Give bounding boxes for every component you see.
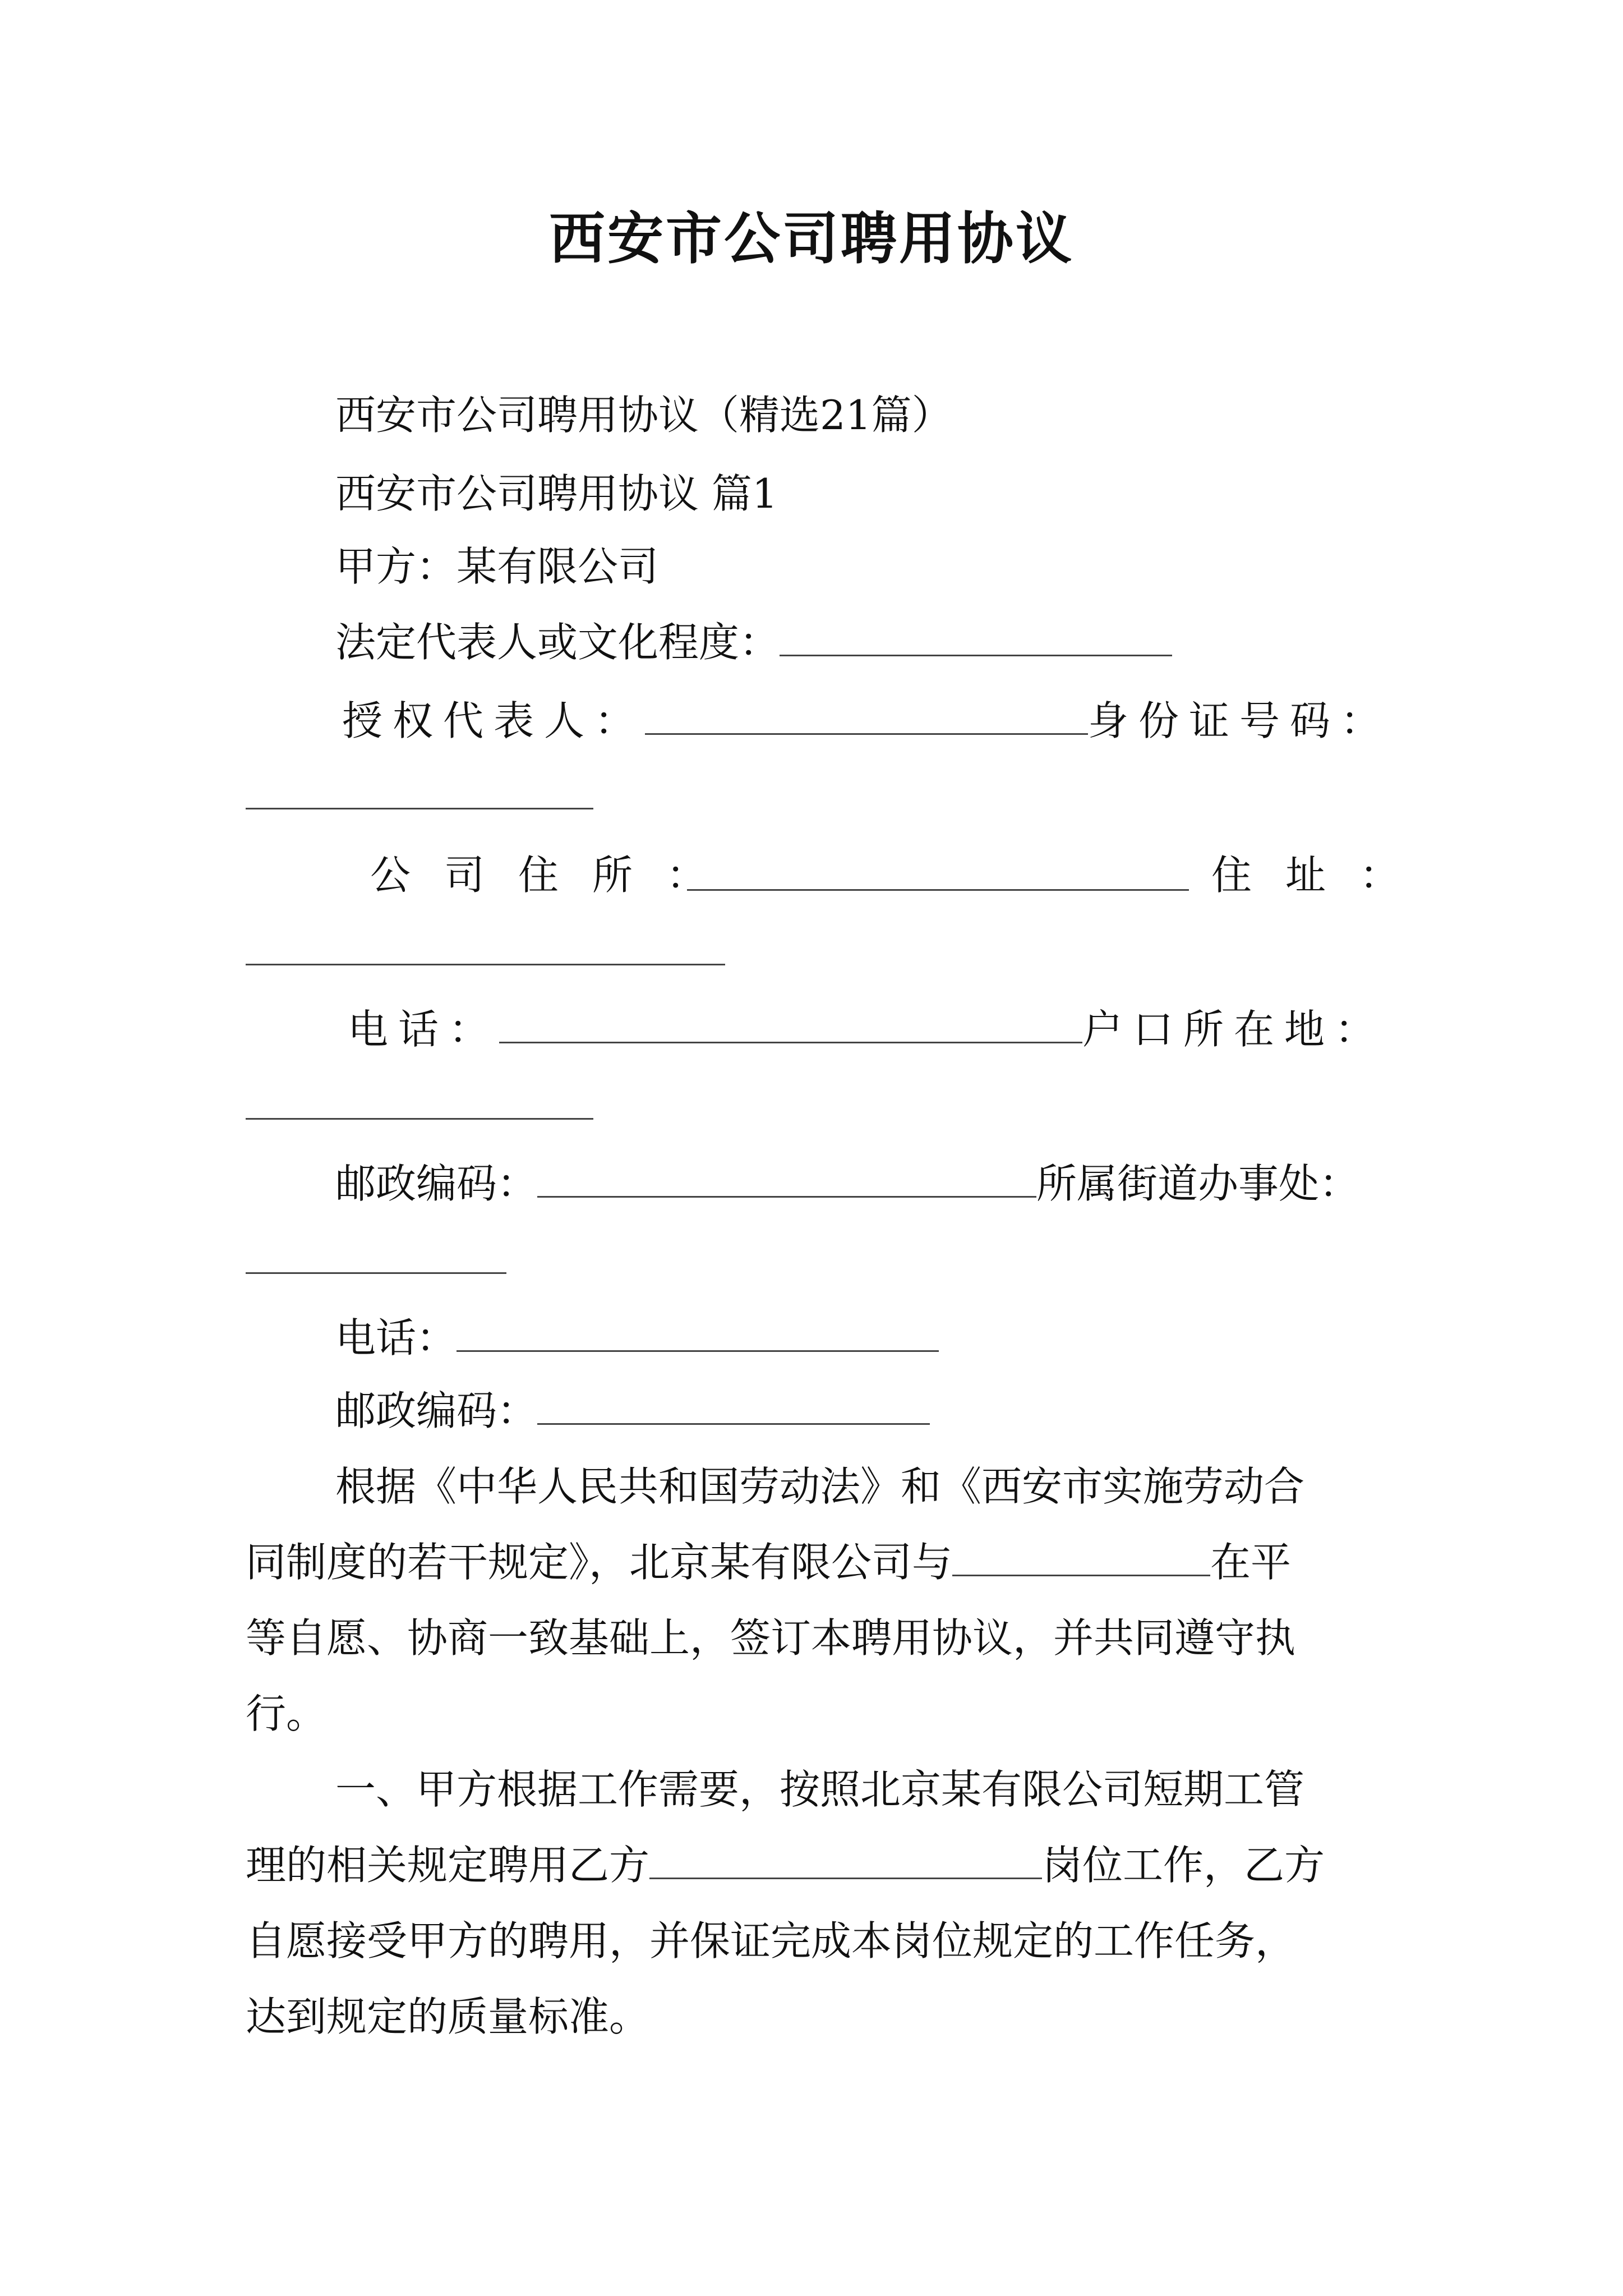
paragraph-1-line-2-text-a: 同制度的若干规定》，北京某有限公司与 <box>246 1539 953 1586</box>
paragraph-1-line-1: 根据《中华人民共和国劳动法》和《西安市实施劳动合 <box>335 1463 1305 1510</box>
company-address-line <box>370 847 740 903</box>
paragraph-1-line-4: 行。 <box>246 1690 327 1737</box>
document-title: 西安市公司聘用协议 <box>549 205 1074 272</box>
authorized-rep-label: 授权代表人： <box>342 697 645 744</box>
paragraph-2-line-1: 一、甲方根据工作需要，按照北京某有限公司短期工管 <box>335 1766 1305 1813</box>
paragraph-2-line-3: 自愿接受甲方的聘用，并保证完成本岗位规定的工作任务， <box>246 1917 1296 1964</box>
paragraph-2-line-2-text-a: 理的相关规定聘用乙方 <box>246 1842 650 1889</box>
phone-label-1: 电话： <box>348 1006 500 1053</box>
phone-blank-1 <box>499 1002 1082 1043</box>
paragraph-1-line-3: 等自愿、协商一致基础上，签订本聘用协议，并共同遵守执 <box>246 1614 1296 1662</box>
company-address-blank <box>687 889 1189 891</box>
postcode-label-1: 邮政编码： <box>335 1160 538 1207</box>
paragraph-2-line-2-text-b: 岗位工作，乙方 <box>1042 1842 1325 1889</box>
postcode-label-2: 邮政编码： <box>335 1387 538 1434</box>
authorized-rep-line <box>342 693 1391 749</box>
id-number-label: 身份证号码： <box>1088 697 1391 744</box>
phone-hukou-line <box>348 1001 1385 1057</box>
id-number-blank <box>246 808 593 809</box>
hukou-blank <box>246 1118 593 1120</box>
subdistrict-blank <box>246 1272 506 1274</box>
paragraph-2-line-4: 达到规定的质量标准。 <box>246 1993 650 2040</box>
residence-address-label: 住址： <box>1211 852 1434 899</box>
postcode-subdistrict-line <box>335 1156 1359 1212</box>
paragraph-2-line-2 <box>246 1837 1325 1893</box>
paragraph-1-line-2-text-b: 在平 <box>1210 1539 1292 1586</box>
subdistrict-label: 所属街道办事处： <box>1036 1160 1360 1207</box>
paragraph-1-line-2 <box>246 1534 1291 1590</box>
postcode-blank-1 <box>537 1157 1036 1198</box>
phone-label-2: 电话： <box>335 1314 457 1361</box>
legal-rep-line <box>335 614 1172 670</box>
legal-rep-blank <box>780 615 1172 656</box>
phone-blank-2 <box>457 1311 939 1352</box>
phone-line-2 <box>335 1310 939 1366</box>
hukou-label: 户口所在地： <box>1082 1006 1386 1053</box>
party-b-name-blank <box>952 1535 1210 1576</box>
authorized-rep-blank <box>645 694 1088 735</box>
section-heading: 西安市公司聘用协议 篇1 <box>335 470 778 517</box>
postcode-blank-2 <box>537 1384 930 1425</box>
company-address-label: 公司住所： <box>370 852 741 899</box>
legal-rep-label: 法定代表人或文化程度： <box>335 619 780 666</box>
party-a-line: 甲方：某有限公司 <box>335 543 659 590</box>
document-subtitle: 西安市公司聘用协议（精选21篇） <box>335 392 952 439</box>
position-blank <box>649 1838 1042 1879</box>
postcode-line-2 <box>335 1383 930 1439</box>
residence-address-blank <box>246 964 725 965</box>
